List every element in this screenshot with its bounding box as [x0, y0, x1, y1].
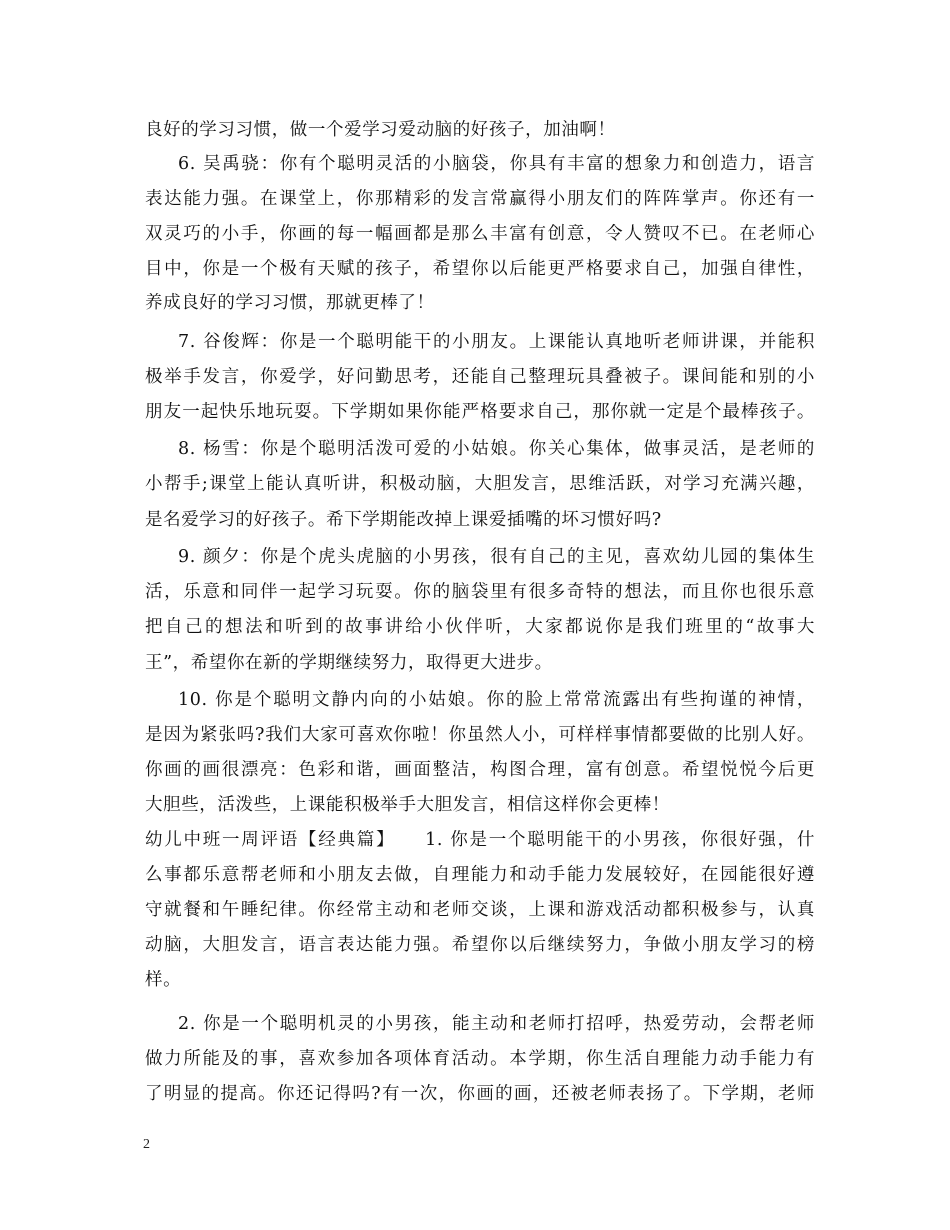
text-line: 动脑，大胆发言，语言表达能力强。希望你以后继续努力，争做小朋友学习的榜: [145, 935, 815, 955]
text-line: 9. 颜夕：你是个虎头虎脑的小男孩，很有自己的主见，喜欢幼儿园的集体生: [178, 547, 815, 567]
text-line: 活，乐意和同伴一起学习玩耍。你的脑袋里有很多奇特的想法，而且你也很乐意: [145, 582, 815, 602]
text-line: 把自己的想法和听到的故事讲给小伙伴听，大家都说你是我们班里的“故事大: [145, 617, 815, 637]
text-line: 8. 杨雪：你是个聪明活泼可爱的小姑娘。你关心集体，做事灵活，是老师的: [178, 439, 815, 459]
text-line: 2. 你是一个聪明机灵的小男孩，能主动和老师打招呼，热爱劳动，会帮老师: [178, 1014, 815, 1034]
section-heading-line: 幼儿中班一周评语【经典篇】 1. 你是一个聪明能干的小男孩，你很好强，什: [145, 830, 815, 850]
page-number: 2: [143, 1137, 150, 1152]
text-line: 6. 吴禹骁：你有个聪明灵活的小脑袋，你具有丰富的想象力和创造力，语言: [178, 154, 815, 174]
text-line: 是名爱学习的好孩子。希下学期能改掉上课爱插嘴的坏习惯好吗?: [145, 510, 662, 530]
text-line: 良好的学习习惯，做一个爱学习爱动脑的好孩子，加油啊！: [145, 120, 616, 140]
text-line: 了明显的提高。你还记得吗?有一次，你画的画，还被老师表扬了。下学期，老师: [145, 1084, 815, 1104]
text-line: 小帮手;课堂上能认真听讲，积极动脑，大胆发言，思维活跃，对学习充满兴趣，: [145, 474, 815, 494]
text-line: 王”，希望你在新的学期继续努力，取得更大进步。: [145, 653, 553, 673]
text-line: 你画的画很漂亮：色彩和谐，画面整洁，构图合理，富有创意。希望悦悦今后更: [145, 760, 815, 780]
text-line: 养成良好的学习习惯，那就更棒了！: [145, 293, 435, 313]
text-line: 大胆些，活泼些，上课能积极举手大胆发言，相信这样你会更棒！: [145, 795, 670, 815]
text-line: 做力所能及的事，喜欢参加各项体育活动。本学期，你生活自理能力动手能力有: [145, 1049, 815, 1069]
text-line: 样。: [145, 970, 182, 990]
text-line: 7. 谷俊辉：你是一个聪明能干的小朋友。上课能认真地听老师讲课，并能积: [178, 332, 815, 352]
text-line: 双灵巧的小手，你画的每一幅画都是那么丰富有创意，令人赞叹不已。在老师心: [145, 224, 815, 244]
text-line: 10. 你是个聪明文静内向的小姑娘。你的脸上常常流露出有些拘谨的神情，: [178, 690, 815, 710]
text-line: 么事都乐意帮老师和小朋友去做，自理能力和动手能力发展较好，在园能很好遵: [145, 865, 815, 885]
text-line: 目中，你是一个极有天赋的孩子，希望你以后能更严格要求自己，加强自律性，: [145, 259, 815, 279]
text-line: 是因为紧张吗?我们大家可喜欢你啦！你虽然人小，可样样事情都要做的比别人好。: [145, 725, 815, 745]
text-line: 朋友一起快乐地玩耍。下学期如果你能严格要求自己，那你就一定是个最棒孩子。: [145, 402, 815, 422]
text-line: 极举手发言，你爱学，好问勤思考，还能自己整理玩具叠被子。课间能和别的小: [145, 367, 815, 387]
text-line: 表达能力强。在课堂上，你那精彩的发言常赢得小朋友们的阵阵掌声。你还有一: [145, 189, 815, 209]
text-line: 守就餐和午睡纪律。你经常主动和老师交谈，上课和游戏活动都积极参与，认真: [145, 900, 815, 920]
